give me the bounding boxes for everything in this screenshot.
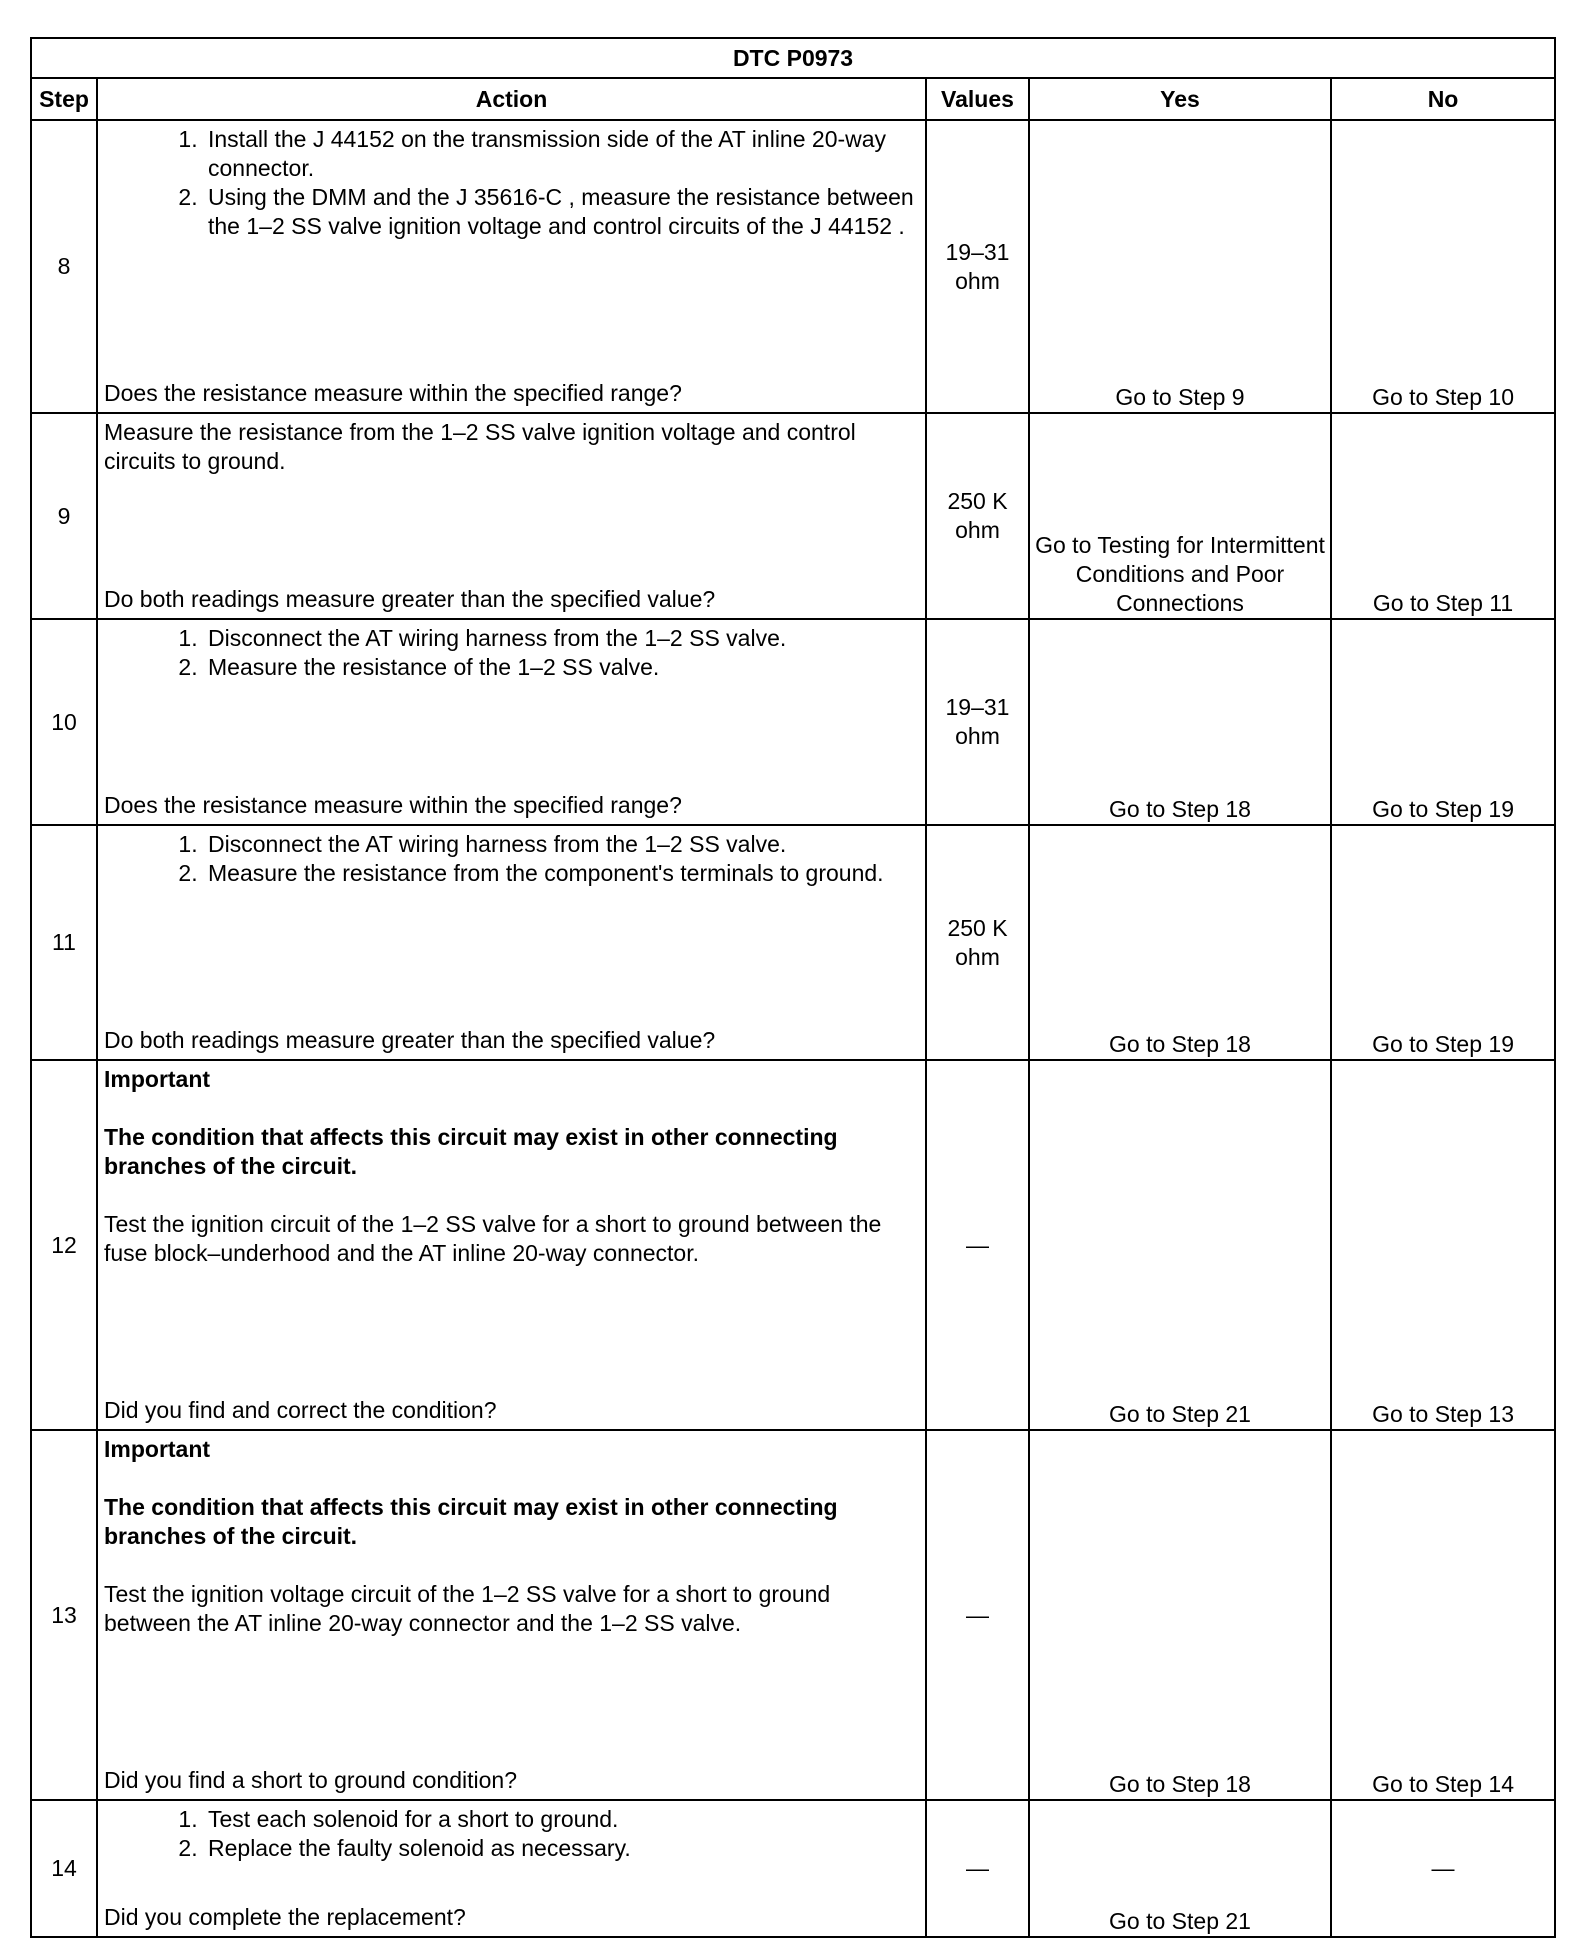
question-text: Does the resistance measure within the specified range? (104, 380, 682, 406)
table-row (31, 825, 1555, 1060)
action-cell (97, 1800, 926, 1937)
step-number: 9 (31, 413, 97, 619)
question-text: Did you find and correct the condition? (104, 1397, 497, 1423)
diagnostic-table (30, 37, 1556, 1938)
column-header-values: Values (926, 78, 1029, 120)
value-cell: 250 K ohm (926, 413, 1029, 619)
step-number: 11 (31, 825, 97, 1060)
list-item: 2. Measure the resistance from the component's terminals to ground. (204, 859, 919, 888)
yes-cell: Go to Step 18 (1029, 619, 1331, 825)
list-item: 2. Replace the faulty solenoid as necessary. (204, 1834, 919, 1863)
no-cell: Go to Step 19 (1331, 825, 1555, 1060)
list-item: 1. Disconnect the AT wiring harness from the 1–2 SS valve. (204, 624, 919, 653)
no-cell: Go to Step 10 (1331, 120, 1555, 413)
yes-cell: Go to Step 18 (1029, 825, 1331, 1060)
action-cell (97, 1430, 926, 1800)
table-row (31, 120, 1555, 413)
action-cell (97, 413, 926, 619)
table-row (31, 619, 1555, 825)
step-number: 12 (31, 1060, 97, 1430)
value-cell: — (926, 1430, 1029, 1800)
action-text: Test the ignition circuit of the 1–2 SS valve for a short to ground between the fuse block–underhood and the AT inline 20-way connector. (104, 1211, 882, 1266)
list-item: 1. Install the J 44152 on the transmission side of the AT inline 20-way connector. (204, 125, 919, 183)
question-text: Does the resistance measure within the specified range? (104, 792, 682, 818)
table-row (31, 1800, 1555, 1937)
yes-cell: Go to Step 21 (1029, 1800, 1331, 1937)
no-cell: — (1331, 1800, 1555, 1937)
important-label: Important (104, 1436, 211, 1462)
table-title: DTC P0973 (31, 38, 1555, 78)
value-cell: 19–31 ohm (926, 120, 1029, 413)
action-steps (104, 624, 919, 682)
step-number: 10 (31, 619, 97, 825)
step-number: 13 (31, 1430, 97, 1800)
yes-cell: Go to Testing for Intermittent Conditions and Poor Connections (1029, 413, 1331, 619)
action-cell (97, 825, 926, 1060)
value-cell: 19–31 ohm (926, 619, 1029, 825)
yes-cell: Go to Step 21 (1029, 1060, 1331, 1430)
table-row (31, 1060, 1555, 1430)
table-row (31, 1430, 1555, 1800)
no-cell: Go to Step 13 (1331, 1060, 1555, 1430)
table-row (31, 413, 1555, 619)
column-header-action: Action (97, 78, 926, 120)
action-steps (104, 830, 919, 888)
column-header-no: No (1331, 78, 1555, 120)
value-cell: — (926, 1060, 1029, 1430)
action-steps (104, 125, 919, 241)
column-header-yes: Yes (1029, 78, 1331, 120)
list-item: 2. Measure the resistance of the 1–2 SS valve. (204, 653, 919, 682)
action-text: Measure the resistance from the 1–2 SS valve ignition voltage and control circuits to ground. (104, 419, 856, 474)
question-text: Do both readings measure greater than the specified value? (104, 586, 716, 612)
step-number: 8 (31, 120, 97, 413)
important-note: The condition that affects this circuit may exist in other connecting branches of the circuit. (104, 1494, 838, 1549)
yes-cell: Go to Step 9 (1029, 120, 1331, 413)
step-number: 14 (31, 1800, 97, 1937)
important-note: The condition that affects this circuit may exist in other connecting branches of the circuit. (104, 1124, 838, 1179)
action-cell (97, 1060, 926, 1430)
action-cell (97, 619, 926, 825)
list-item: 1. Test each solenoid for a short to ground. (204, 1805, 919, 1834)
action-steps (104, 1805, 919, 1863)
value-cell: — (926, 1800, 1029, 1937)
question-text: Did you find a short to ground condition? (104, 1767, 517, 1793)
no-cell: Go to Step 11 (1331, 413, 1555, 619)
yes-cell: Go to Step 18 (1029, 1430, 1331, 1800)
no-cell: Go to Step 14 (1331, 1430, 1555, 1800)
list-item: 1. Disconnect the AT wiring harness from the 1–2 SS valve. (204, 830, 919, 859)
list-item: 2. Using the DMM and the J 35616-C , measure the resistance between the 1–2 SS valve ignition voltage and control circuits of the J 44152 . (204, 183, 919, 241)
no-cell: Go to Step 19 (1331, 619, 1555, 825)
value-cell: 250 K ohm (926, 825, 1029, 1060)
action-cell (97, 120, 926, 413)
action-text: Test the ignition voltage circuit of the 1–2 SS valve for a short to ground between the AT inline 20-way connector and the 1–2 SS valve. (104, 1581, 831, 1636)
column-header-step: Step (31, 78, 97, 120)
question-text: Did you complete the replacement? (104, 1904, 466, 1930)
question-text: Do both readings measure greater than the specified value? (104, 1027, 716, 1053)
important-label: Important (104, 1066, 211, 1092)
